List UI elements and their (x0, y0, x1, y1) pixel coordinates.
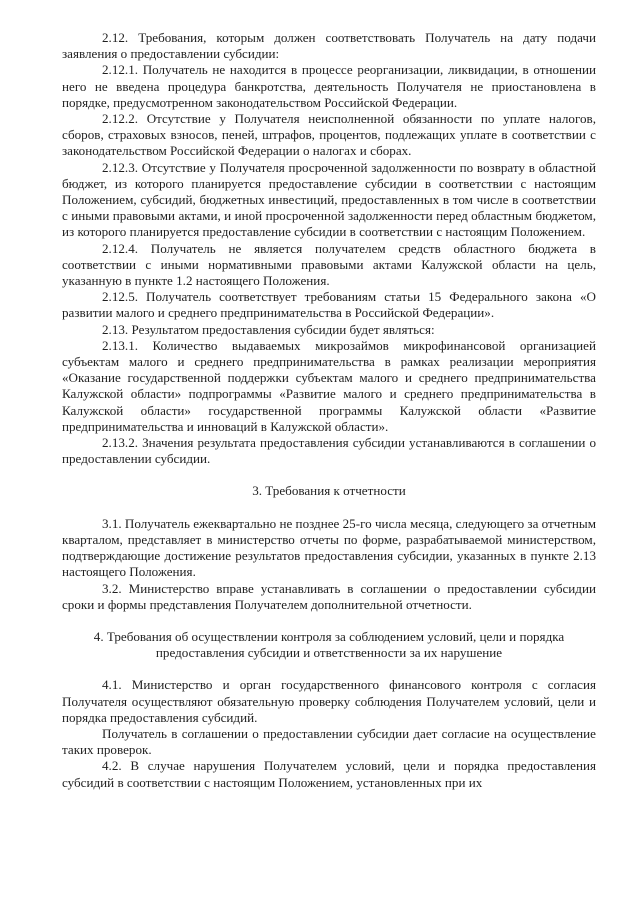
spacer (62, 661, 596, 677)
paragraph-2-13-2: 2.13.2. Значения результата предоставления субсидии устанавливаются в соглашении о предоставлении субсидии. (62, 435, 596, 467)
paragraph-2-12-4: 2.12.4. Получатель не является получателем средств областного бюджета в соответствии с иными нормативными правовыми актами Калужской области на цель, указанную в пункте 1.2 настоящего Положения. (62, 240, 596, 289)
paragraph-4-1: 4.1. Министерство и орган государственного финансового контроля с согласия Получателя осуществляют обязательную проверку соблюдения Получателем условий, цели и порядка предоставления субсидий. (62, 677, 596, 725)
paragraph-4-1-consent: Получатель в соглашении о предоставлении субсидии дает согласие на осуществление таких проверок. (62, 725, 596, 758)
paragraph-2-13-1: 2.13.1. Количество выдаваемых микрозаймов микрофинансовой организацией субъектам малого и среднего предпринимательства в рамках реализации мероприятия «Оказание государственной поддержки субъектам малого и среднего предпринимательства Калужской области» подпрограммы «Развитие малого и среднего предпринимательства в Калужской области» государственной программы Калужской области «Развитие предпринимательства и инноваций в Калужской области». (62, 337, 596, 434)
paragraph-3-2: 3.2. Министерство вправе устанавливать в соглашении о предоставлении субсидии сроки и формы представления Получателем дополнительной отчетности. (62, 580, 596, 612)
paragraph-2-12-3: 2.12.3. Отсутствие у Получателя просроченной задолженности по возврату в областной бюджет, из которого планируется предоставление субсидии в соответствии с настоящим Положением, субсидий, бюджетных инвестиций, предоставленных в том числе в соответствии с иными правовыми актами, и иной просроченной задолженности перед областным бюджетом, из которого планируется предоставление субсидии в соответствии с настоящим Положением. (62, 159, 596, 240)
paragraph-3-1: 3.1. Получатель ежеквартально не позднее 25-го числа месяца, следующего за отчетным кварталом, представляет в министерство отчеты по форме, разрабатываемой министерством, подтверждающие достижение результатов предоставления субсидии, указанных в пункте 2.13 настоящего Положения. (62, 515, 596, 580)
paragraph-2-13: 2.13. Результатом предоставления субсидии будет являться: (102, 321, 435, 337)
paragraph-2-12: 2.12. Требования, которым должен соответствовать Получатель на дату подачи заявления о предоставлении субсидии: (62, 30, 596, 62)
paragraph-2-12-2: 2.12.2. Отсутствие у Получателя неисполненной обязанности по уплате налогов, сборов, страховых взносов, пеней, штрафов, процентов, подлежащих уплате в соответствии с законодательством Российской Федерации о налогах и сборах. (62, 111, 596, 159)
spacer (62, 613, 596, 629)
spacer (62, 500, 596, 516)
section-4-title: 4. Требования об осуществлении контроля за соблюдением условий, цели и порядка предоставления субсидии и ответственности за их нарушение (93, 628, 565, 661)
paragraph-4-2: 4.2. В случае нарушения Получателем условий, цели и порядка предоставления субсидий в соответствии с настоящим Положением, установленных при их (62, 758, 596, 790)
section-3-title: 3. Требования к отчетности (252, 483, 406, 499)
paragraph-2-12-1: 2.12.1. Получатель не находится в процессе реорганизации, ликвидации, в отношении него не введена процедура банкротства, деятельность Получателя не приостановлена в порядке, предусмотренном законодательством Российской Федерации. (62, 62, 596, 110)
spacer (62, 467, 596, 483)
paragraph-2-12-5: 2.12.5. Получатель соответствует требованиям статьи 15 Федерального закона «О развитии малого и среднего предпринимательства в Российской Федерации». (62, 289, 596, 321)
document-page (62, 30, 596, 791)
